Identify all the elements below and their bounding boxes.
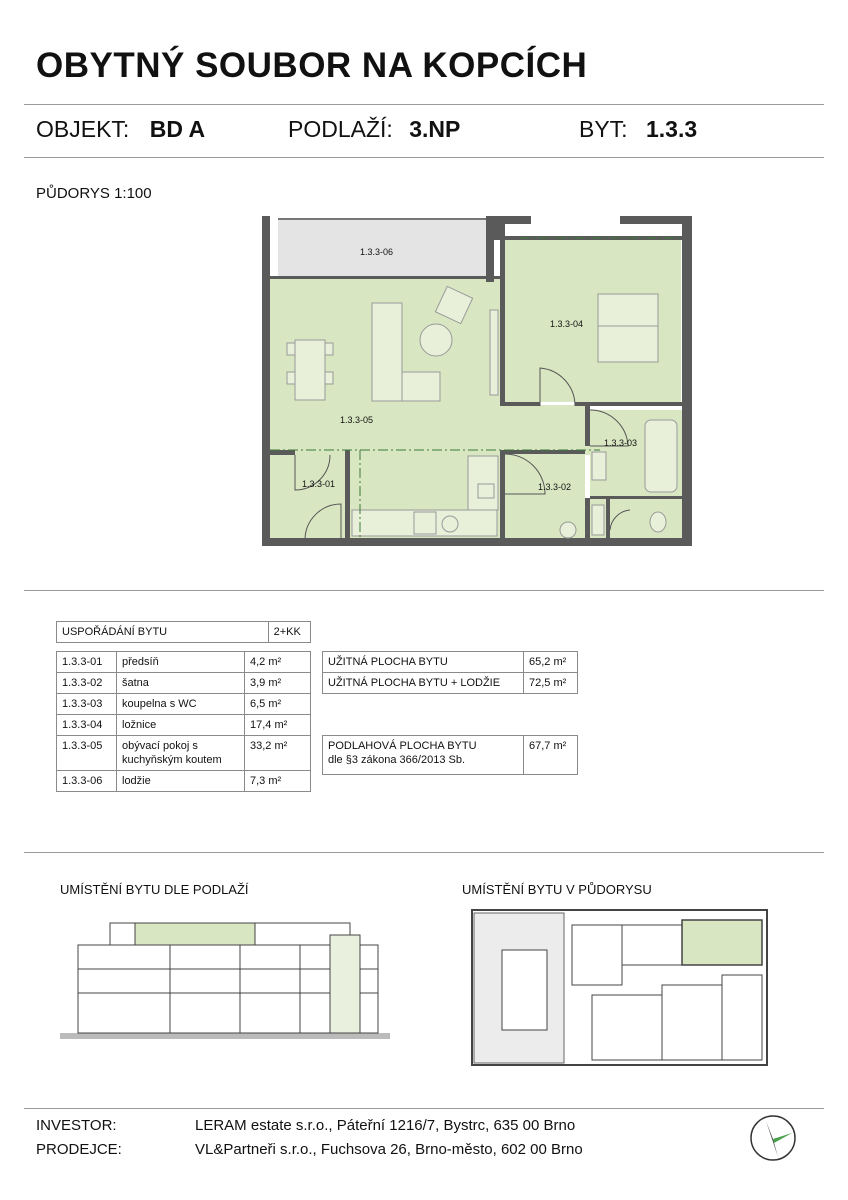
plan-location-caption: UMÍSTĚNÍ BYTU V PŮDORYSU — [462, 882, 652, 897]
project-title: OBYTNÝ SOUBOR NA KOPCÍCH — [36, 46, 588, 85]
table-header-row — [57, 622, 311, 643]
useful-area-label: UŽITNÁ PLOCHA BYTU — [323, 652, 524, 673]
sofa — [372, 303, 402, 401]
wall — [486, 216, 494, 282]
room-name: lodžie — [117, 771, 245, 792]
sofa — [402, 372, 440, 401]
wall — [486, 216, 531, 224]
kitchen-sink — [478, 484, 494, 498]
wall — [345, 450, 350, 540]
room-label: 1.3.3-03 — [604, 438, 638, 448]
object-label: OBJEKT: — [36, 116, 130, 142]
table-row — [57, 694, 311, 715]
room-name: koupelna s WC — [117, 694, 245, 715]
wall — [262, 538, 692, 546]
room-label: 1.3.3-05 — [340, 415, 374, 425]
table-row — [57, 673, 311, 694]
room-area: 4,2 m² — [245, 652, 311, 673]
living-room-floor — [270, 405, 590, 455]
washing-machine — [560, 522, 576, 538]
floor-area-value: 67,7 m² — [524, 736, 578, 775]
plan-caption: PŮDORYS 1:100 — [36, 185, 152, 202]
unit-label: BYT: — [579, 116, 628, 142]
useful-loggia-value: 72,5 m² — [524, 673, 578, 694]
coffee-table — [420, 324, 452, 356]
floor-area-label-cell — [323, 736, 524, 775]
room-name: obývací pokoj s kuchyňským koutem — [117, 736, 245, 771]
wall — [262, 216, 270, 546]
room-name: předsíň — [117, 652, 245, 673]
room-layout-table — [56, 621, 311, 643]
layout-value: 2+KK — [268, 622, 310, 643]
table-row — [57, 736, 311, 771]
sink — [592, 452, 606, 480]
wall — [505, 450, 585, 454]
table-row — [57, 771, 311, 792]
bathtub — [645, 420, 677, 492]
dining-table — [295, 340, 325, 400]
wall — [500, 236, 505, 406]
room-name: šatna — [117, 673, 245, 694]
room-name: ložnice — [117, 715, 245, 736]
room-area: 7,3 m² — [245, 771, 311, 792]
room-code: 1.3.3-06 — [57, 771, 117, 792]
cooktop — [414, 512, 436, 534]
wall — [585, 498, 590, 540]
table-row — [323, 673, 578, 694]
table-row — [323, 736, 578, 775]
investor-value: LERAM estate s.r.o., Páteřní 1216/7, Bystrc, 635 00 Brno — [195, 1117, 576, 1134]
room-label: 1.3.3-06 — [360, 247, 394, 257]
north-arrow-icon — [748, 1113, 798, 1163]
useful-area-value: 65,2 m² — [524, 652, 578, 673]
chair — [325, 343, 333, 355]
toilet — [650, 512, 666, 532]
wall — [500, 450, 505, 540]
seller-label: PRODEJCE: — [36, 1141, 122, 1158]
wall — [682, 216, 692, 546]
room-area: 17,4 m² — [245, 715, 311, 736]
room-code: 1.3.3-02 — [57, 673, 117, 694]
floor-area-table — [322, 735, 578, 775]
floor-area-note: dle §3 zákona 366/2013 Sb. — [328, 754, 466, 766]
wardrobe — [490, 310, 498, 395]
divider — [24, 1108, 824, 1109]
wall — [270, 276, 500, 279]
highlighted-unit — [682, 920, 762, 965]
wall — [606, 499, 610, 540]
room-area: 6,5 m² — [245, 694, 311, 715]
room-list-table — [56, 651, 311, 792]
table-row — [57, 715, 311, 736]
room-code: 1.3.3-03 — [57, 694, 117, 715]
seller-value: VL&Partneři s.r.o., Fuchsova 26, Brno-město, 602 00 Brno — [195, 1141, 583, 1158]
wall — [270, 450, 295, 455]
chair — [287, 372, 295, 384]
layout-label: USPOŘÁDÁNÍ BYTU — [57, 622, 269, 643]
wall — [575, 402, 685, 406]
wall — [585, 406, 590, 446]
room-area: 33,2 m² — [245, 736, 311, 771]
ground — [60, 1033, 390, 1039]
shelf — [592, 505, 604, 535]
bed-blanket — [598, 294, 658, 326]
wall — [620, 216, 692, 224]
room-label: 1.3.3-01 — [302, 479, 336, 489]
room-code: 1.3.3-04 — [57, 715, 117, 736]
floor-area-label: PODLAHOVÁ PLOCHA BYTU — [328, 740, 477, 752]
useful-loggia-label: UŽITNÁ PLOCHA BYTU + LODŽIE — [323, 673, 524, 694]
room-code: 1.3.3-01 — [57, 652, 117, 673]
table-row — [323, 652, 578, 673]
section-location-caption: UMÍSTĚNÍ BYTU DLE PODLAŽÍ — [60, 882, 249, 897]
highlighted-floor — [135, 923, 255, 945]
useful-area-table — [322, 651, 578, 694]
staircase — [330, 935, 360, 1033]
investor-label: INVESTOR: — [36, 1117, 117, 1134]
object-value: BD A — [149, 116, 206, 142]
dishwasher — [442, 516, 458, 532]
floor-label: PODLAŽÍ: — [288, 116, 393, 142]
site-plan-drawing — [462, 905, 772, 1070]
chair — [287, 343, 295, 355]
unit-value: 1.3.3 — [645, 116, 698, 142]
wall — [500, 402, 540, 406]
stair-core — [502, 950, 547, 1030]
floor-value: 3.NP — [409, 116, 461, 142]
table-row — [57, 652, 311, 673]
divider — [24, 852, 824, 853]
wall — [590, 496, 682, 499]
divider — [24, 590, 824, 591]
chair — [325, 372, 333, 384]
room-label: 1.3.3-02 — [538, 482, 572, 492]
room-label: 1.3.3-04 — [550, 319, 584, 329]
room-code: 1.3.3-05 — [57, 736, 117, 771]
room-area: 3,9 m² — [245, 673, 311, 694]
kitchen-counter — [468, 456, 498, 510]
building-section-drawing — [60, 905, 390, 1045]
